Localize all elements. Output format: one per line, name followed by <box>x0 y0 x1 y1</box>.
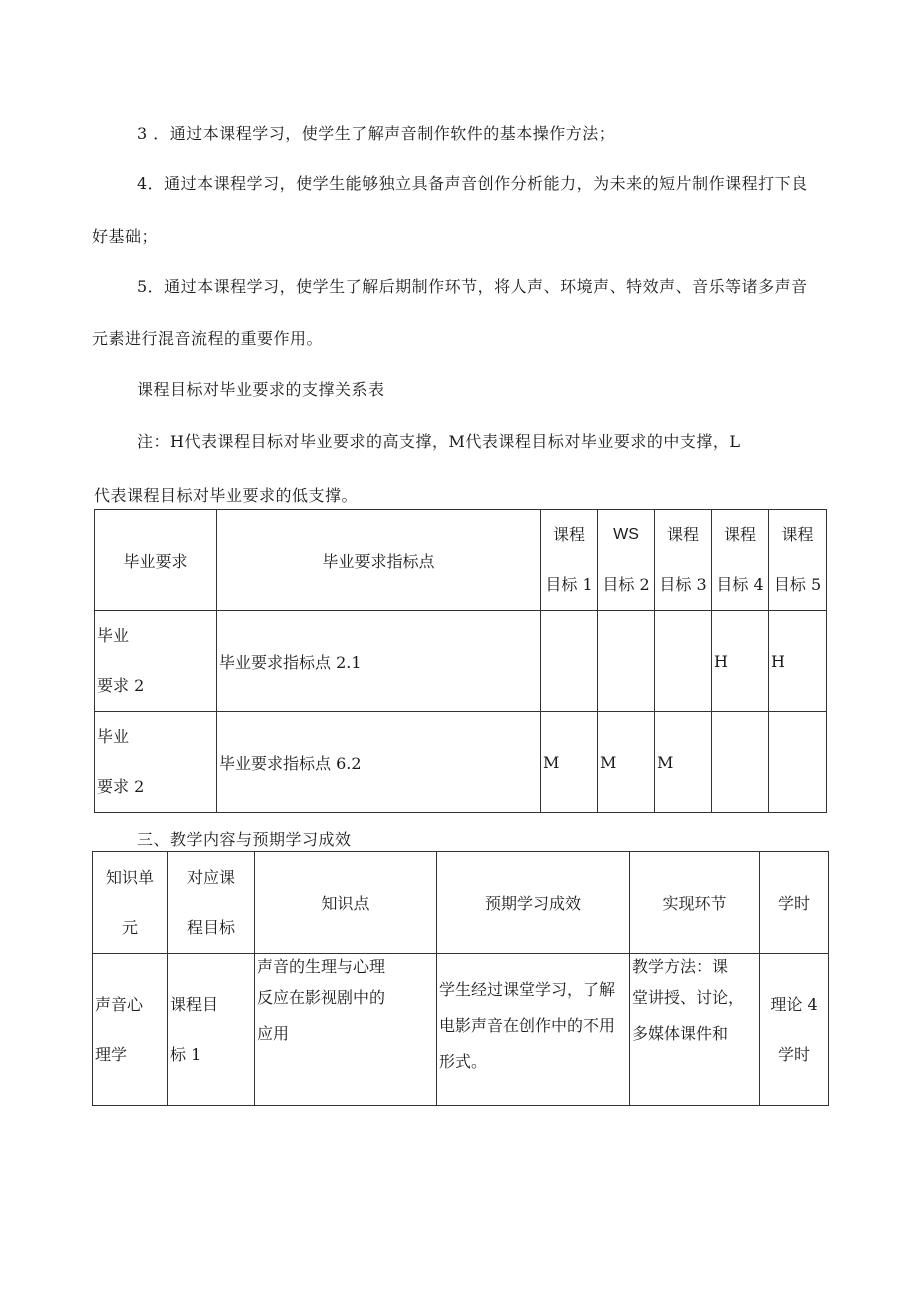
header-implementation: 实现环节 <box>630 852 760 954</box>
goal-1-bottom: 目标 1 <box>545 575 593 594</box>
support-relation-table <box>94 509 827 813</box>
table-row <box>95 611 827 712</box>
row2-goal-2: M <box>598 712 655 813</box>
header-goal-4 <box>712 510 769 611</box>
row1-goal-3 <box>655 611 712 712</box>
row-hours <box>760 954 829 1106</box>
unit-header-top: 知识单 <box>105 867 154 887</box>
header-knowledge-unit <box>93 852 168 954</box>
outcome-line-2: 电影声音在创作中的不用 <box>439 1016 616 1035</box>
section-3-title: 三、教学内容与预期学习成效 <box>137 830 352 849</box>
row2-grad-req <box>95 712 217 813</box>
row1-goal-2 <box>598 611 655 712</box>
table1-header-row <box>95 510 827 611</box>
row2-req-bottom: 要求 2 <box>97 777 145 796</box>
row2-indicator: 毕业要求指标点 6.2 <box>217 712 541 813</box>
table-row <box>93 954 829 1106</box>
header-goal-5 <box>769 510 827 611</box>
row2-req-top: 毕业 <box>97 727 130 746</box>
header-expected-outcome: 预期学习成效 <box>437 852 630 954</box>
row1-goal-5: H <box>769 611 827 712</box>
row-course-goal <box>168 954 255 1106</box>
row-expected-outcome <box>437 954 630 1106</box>
row1-goal-1 <box>541 611 598 712</box>
header-indicator: 毕业要求指标点 <box>217 510 541 611</box>
row2-goal-5 <box>769 712 827 813</box>
unit-top: 声音心 <box>95 994 144 1014</box>
paragraph-goal-4-line1: 4．通过本课程学习，使学生能够独立具备声音创作分析能力，为未来的短片制作课程打下良 <box>137 174 808 193</box>
goal-top: 课程目 <box>170 994 219 1014</box>
row1-req-top: 毕业 <box>97 626 130 645</box>
header-goal-3 <box>655 510 712 611</box>
goal-bottom: 标 1 <box>170 1044 202 1064</box>
hours-top: 理论 4 <box>770 994 818 1014</box>
row-knowledge-unit <box>93 954 168 1106</box>
table-row <box>95 712 827 813</box>
row1-indicator: 毕业要求指标点 2.1 <box>217 611 541 712</box>
unit-header-bottom: 元 <box>121 917 138 937</box>
points-line-3: 应用 <box>257 1024 290 1043</box>
goal-2-bottom: 目标 2 <box>602 575 650 594</box>
outcome-line-3: 形式。 <box>439 1052 488 1071</box>
row1-grad-req <box>95 611 217 712</box>
row1-goal-4: H <box>712 611 769 712</box>
row-knowledge-points <box>255 954 437 1106</box>
header-knowledge-points: 知识点 <box>255 852 437 954</box>
goal-1-top: 课程 <box>552 525 585 544</box>
points-line-2: 反应在影视剧中的 <box>257 988 386 1007</box>
unit-bottom: 理学 <box>95 1044 128 1064</box>
teaching-content-table <box>92 851 829 1106</box>
method-line-3: 多媒体课件和 <box>632 1024 729 1043</box>
goal-5-top: 课程 <box>781 525 814 544</box>
points-line-1: 声音的生理与心理 <box>257 957 386 976</box>
goal-header-bottom: 程目标 <box>186 917 235 937</box>
goal-2-top: WS <box>613 526 639 543</box>
header-goal-1 <box>541 510 598 611</box>
header-course-goal <box>168 852 255 954</box>
table1-title: 课程目标对毕业要求的支撑关系表 <box>137 380 385 399</box>
paragraph-goal-4-line2: 好基础； <box>92 227 159 246</box>
row-implementation <box>630 954 760 1106</box>
header-goal-2 <box>598 510 655 611</box>
legend-note-line1: 注：H代表课程目标对毕业要求的高支撑，M代表课程目标对毕业要求的中支撑，L <box>137 432 741 451</box>
hours-bottom: 学时 <box>777 1044 810 1064</box>
legend-note-line2: 代表课程目标对毕业要求的低支撑。 <box>94 486 359 505</box>
table2-header-row <box>93 852 829 954</box>
goal-3-top: 课程 <box>666 525 699 544</box>
method-line-2: 堂讲授、讨论， <box>632 988 745 1007</box>
goal-header-top: 对应课 <box>186 867 235 887</box>
method-line-1: 教学方法：课 <box>632 957 729 976</box>
goal-5-bottom: 目标 5 <box>773 575 822 594</box>
paragraph-goal-5-line1: 5．通过本课程学习，使学生了解后期制作环节，将人声、环境声、特效声、音乐等诸多声音 <box>137 277 808 296</box>
row2-goal-4 <box>712 712 769 813</box>
paragraph-goal-3: 3 ．通过本课程学习，使学生了解声音制作软件的基本操作方法； <box>137 124 616 143</box>
header-grad-req: 毕业要求 <box>95 510 217 611</box>
paragraph-goal-5-line2: 元素进行混音流程的重要作用。 <box>92 329 324 348</box>
goal-4-bottom: 目标 4 <box>716 575 764 594</box>
row2-goal-3: M <box>655 712 712 813</box>
row2-goal-1: M <box>541 712 598 813</box>
row1-req-bottom: 要求 2 <box>97 676 145 695</box>
outcome-line-1: 学生经过课堂学习，了解 <box>439 980 616 999</box>
goal-3-bottom: 目标 3 <box>659 575 707 594</box>
goal-4-top: 课程 <box>723 525 756 544</box>
header-hours: 学时 <box>760 852 829 954</box>
